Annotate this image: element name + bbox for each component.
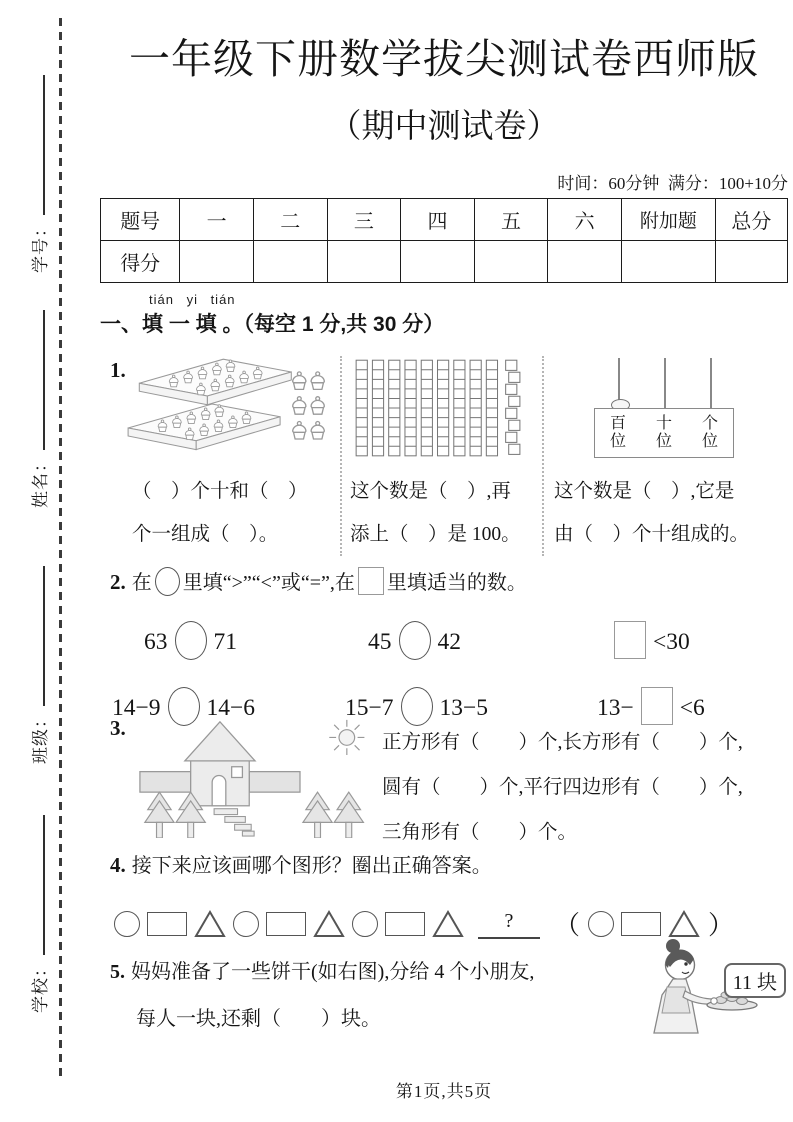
question-1-caption-2 (348, 470, 542, 556)
question-4-prompt: 4. 接下来应该画哪个图形？圈出正确答案。 (110, 853, 492, 877)
pattern-options (588, 910, 700, 938)
score-cell (401, 241, 475, 283)
score-header-cell: 五 (474, 199, 548, 241)
question-1-panel-cupcakes (126, 356, 342, 556)
question-1 (100, 356, 788, 556)
house-scene-image (134, 716, 384, 838)
caption-line: 添上（ ）是 100。 (350, 524, 521, 545)
pattern-circle (352, 911, 378, 937)
caption-line: 由（ ）个十组成的。 (554, 524, 750, 545)
student-id-label: 学号： (30, 219, 50, 273)
question-2-number: 2. (110, 570, 126, 594)
compare-item: 14−9 14−6 (112, 685, 344, 731)
pattern-blank (478, 909, 540, 939)
place-value-counter-image (592, 358, 738, 460)
question-5-text (110, 949, 655, 1043)
score-cell (327, 241, 401, 283)
school-label: 学校： (30, 959, 50, 1013)
school-field (25, 813, 51, 1013)
compare-circle-icon (155, 567, 180, 596)
student-id-blank-line (29, 75, 45, 215)
score-header-cell: 附加题 (621, 199, 715, 241)
question-4-number: 4. (110, 853, 126, 877)
score-header-cell: 三 (327, 199, 401, 241)
counter-box (594, 408, 734, 458)
compare-item: 15−7 13−5 (344, 685, 596, 731)
pattern-circle (233, 911, 259, 937)
name-label: 姓名： (30, 454, 50, 508)
seal-dashed-line (59, 18, 62, 1080)
question-5 (100, 943, 788, 1043)
score-cell (253, 241, 327, 283)
pinyin-annotation: tián yi tián (149, 292, 236, 307)
school-blank-line (29, 815, 45, 955)
score-header-cell: 一 (180, 199, 254, 241)
compare-item: 45 42 (344, 619, 596, 665)
question-1-caption-1 (126, 470, 336, 556)
question-3-number: 3. (110, 716, 126, 740)
score-header-cell: 六 (548, 199, 622, 241)
caption-line: （ ）个十和（ ） (132, 481, 308, 502)
score-value-row (101, 241, 788, 283)
question-2 (100, 566, 788, 731)
section-1-heading-block (100, 292, 788, 338)
caption-line: 个一组成（ ）。 (132, 524, 279, 545)
page-footer: 第1页,共5页 (395, 1082, 493, 1101)
name-blank-line (29, 310, 45, 450)
base-ten-blocks-image (348, 356, 542, 464)
time-score-info: 时间：60分钟 满分：100+10分 (557, 174, 788, 193)
class-blank-line (29, 566, 45, 706)
pattern-rect (266, 912, 306, 936)
question-1-caption-3 (552, 470, 788, 556)
question-3-line: 圆有（ ）个,平行四边形有（ ）个, (382, 777, 743, 798)
section-1-heading: 一、填 一 填 。（每空 1 分,共 30 分） (100, 313, 445, 336)
pattern-triangle (194, 910, 226, 938)
paren-close: ） (708, 911, 735, 940)
compare-item: 13− <6 (596, 685, 788, 731)
fill-box-icon (358, 567, 384, 595)
paper-subtitle: （期中测试卷） (328, 109, 560, 145)
question-mark: ? (504, 909, 514, 932)
score-header-cell: 二 (253, 199, 327, 241)
score-row-label: 得分 (101, 241, 180, 283)
score-header-row (101, 199, 788, 241)
counter-rod (710, 358, 712, 408)
paper-body (100, 0, 788, 1122)
question-3-line: 三角形有（ ）个。 (382, 822, 578, 843)
score-header-cell: 题号 (101, 199, 180, 241)
prompt-text: 在 (131, 572, 152, 594)
pattern-circle (588, 911, 614, 937)
compare-circle (175, 621, 207, 660)
name-field (25, 308, 51, 508)
caption-line: 这个数是（ ）,再 (350, 481, 511, 502)
prompt-text: 里填适当的数。 (386, 572, 527, 594)
score-header-cell: 总分 (715, 199, 787, 241)
cupcake-trays-image (126, 356, 336, 464)
score-cell (621, 241, 715, 283)
tens-place-label: 十位 (655, 414, 672, 450)
question-4 (100, 850, 788, 942)
pattern-rect (621, 912, 661, 936)
score-cell (180, 241, 254, 283)
paper-title: 一年级下册数学拔尖测试卷西师版 (129, 36, 759, 82)
score-cell (548, 241, 622, 283)
pattern-triangle (432, 910, 464, 938)
question-1-number: 1. (110, 358, 126, 382)
question-3-line: 正方形有（ ）个,长方形有（ ）个, (382, 732, 743, 753)
pattern-rect (147, 912, 187, 936)
fill-box (614, 621, 646, 659)
pattern-circle (114, 911, 140, 937)
ones-place-label: 个位 (701, 414, 718, 450)
prompt-text: 里填“>”“<”或“=”,在 (182, 572, 355, 594)
class-label: 班级： (30, 710, 50, 764)
question-5-line-1: 5. 妈妈准备了一些饼干(如右图),分给 4 个小朋友, (110, 961, 535, 983)
compare-circle (399, 621, 431, 660)
pattern-triangle (313, 910, 345, 938)
question-3-text (382, 720, 788, 855)
pattern-rect (385, 912, 425, 936)
counter-rod (664, 358, 666, 408)
score-header-cell: 四 (401, 199, 475, 241)
paren-open: （ (554, 911, 581, 940)
student-id-field (25, 73, 51, 273)
class-field (25, 564, 51, 764)
question-1-panel-blocks (342, 356, 544, 556)
caption-line: 这个数是（ ）,它是 (554, 481, 735, 502)
mother-cookies-image (640, 935, 788, 1043)
pattern-sequence (114, 910, 464, 938)
question-5-line-2: 每人一块,还剩（ ）块。 (136, 1008, 381, 1030)
hundreds-place-label: 百位 (609, 414, 626, 450)
compare-item: 63 71 (112, 619, 344, 665)
question-2-prompt (110, 566, 788, 599)
compare-item: <30 (596, 619, 788, 665)
cookie-count-badge: 11 块 (724, 963, 786, 998)
score-cell (474, 241, 548, 283)
question-1-panel-counter (544, 356, 788, 556)
score-cell (715, 241, 787, 283)
pattern-triangle (668, 910, 700, 938)
question-5-number: 5. (110, 961, 125, 983)
question-3 (100, 714, 788, 855)
score-table (100, 198, 788, 283)
